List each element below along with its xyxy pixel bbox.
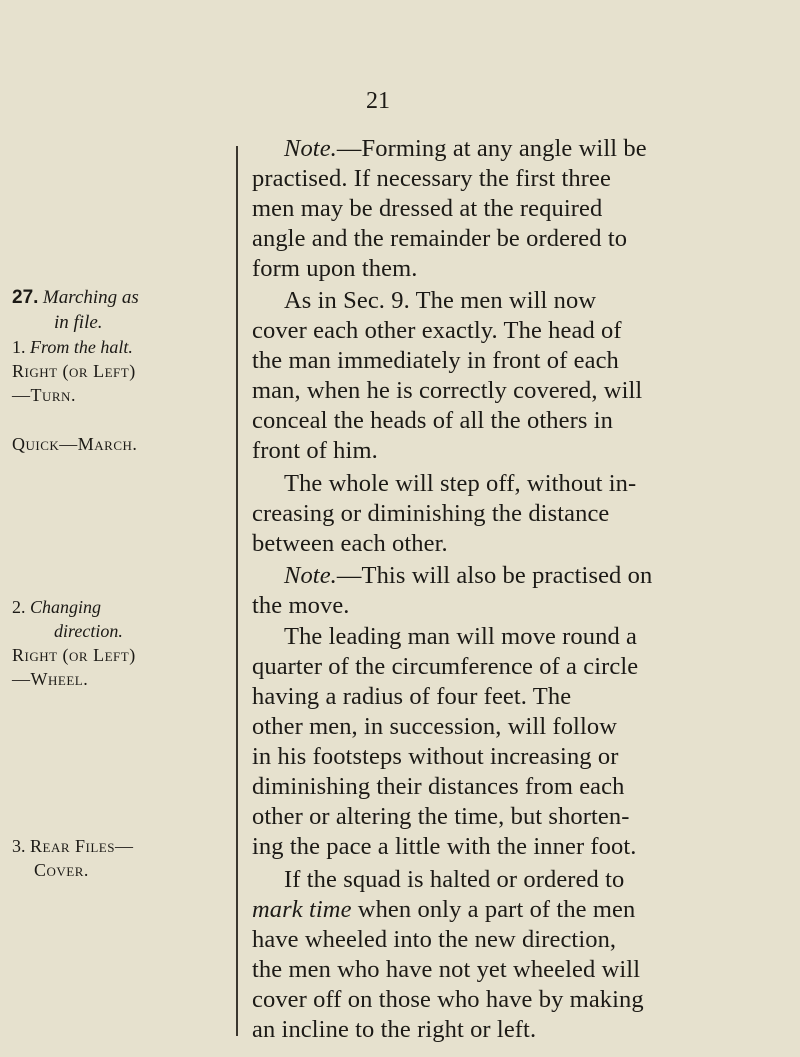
margin-note-quick-march bbox=[12, 432, 238, 456]
margin-rule bbox=[236, 146, 238, 1036]
paragraph-line: the move. bbox=[252, 592, 350, 619]
margin-note-command-cont: Cover. bbox=[34, 860, 89, 880]
margin-note-subnumber: 1. bbox=[12, 337, 26, 357]
paragraph-line: As in Sec. 9. The men will now bbox=[284, 287, 597, 314]
paragraph-line: creasing or diminishing the distance bbox=[252, 500, 610, 527]
margin-note-command: Right (or Left) bbox=[12, 361, 136, 381]
paragraph-line: If the squad is halted or ordered to bbox=[284, 866, 625, 893]
margin-note-subtitle: From the halt. bbox=[30, 337, 133, 357]
margin-note-command: Quick—March. bbox=[12, 434, 138, 454]
paragraph-line: angle and the remainder be ordered to bbox=[252, 225, 628, 252]
margin-note-27 bbox=[12, 285, 238, 407]
paragraph-line: cover off on those who have by making bbox=[252, 986, 644, 1013]
margin-note-number: 27. bbox=[12, 287, 39, 308]
page-number: 21 bbox=[366, 88, 390, 114]
margin-note-command: Right (or Left) bbox=[12, 645, 136, 665]
paragraph-line: quarter of the circumference of a circle bbox=[252, 653, 639, 680]
paragraph-line: having a radius of four feet. The bbox=[252, 683, 572, 710]
paragraph-line: have wheeled into the new direction, bbox=[252, 926, 617, 953]
margin-note-title: Changing bbox=[30, 597, 102, 617]
paragraph-line: The leading man will move round a bbox=[284, 623, 638, 650]
paragraph-note-move bbox=[252, 561, 792, 621]
paragraph-line: man, when he is correctly covered, will bbox=[252, 377, 643, 404]
paragraph-line: —Forming at any angle will be bbox=[336, 135, 647, 162]
paragraph-line: the men who have not yet wheeled will bbox=[252, 956, 641, 983]
paragraph-line: —This will also be practised on bbox=[336, 562, 653, 589]
paragraph-line: in his footsteps without increasing or bbox=[252, 743, 619, 770]
paragraph-line: other men, in succession, will follow bbox=[252, 713, 618, 740]
paragraph-line: when only a part of the men bbox=[351, 896, 636, 923]
margin-note-3 bbox=[12, 834, 238, 882]
paragraph-squad-halted bbox=[252, 865, 792, 1045]
paragraph-line: The whole will step off, without in- bbox=[284, 470, 637, 497]
paragraph-line: an incline to the right or left. bbox=[252, 1016, 537, 1043]
mark-time-emphasis: mark time bbox=[252, 896, 352, 923]
margin-note-command-cont: —Wheel. bbox=[12, 669, 89, 689]
margin-note-number: 3. bbox=[12, 836, 26, 856]
paragraph-line: conceal the heads of all the others in bbox=[252, 407, 613, 434]
paragraph-line: practised. If necessary the first three bbox=[252, 165, 611, 192]
margin-note-title: Marching as bbox=[42, 287, 139, 308]
paragraph-leading-man bbox=[252, 622, 792, 862]
paragraph-line: the man immediately in front of each bbox=[252, 347, 619, 374]
paragraph-line: men may be dressed at the required bbox=[252, 195, 603, 222]
paragraph-cover bbox=[252, 286, 792, 466]
margin-note-title-cont: direction. bbox=[54, 621, 123, 641]
paragraph-line: cover each other exactly. The head of bbox=[252, 317, 622, 344]
paragraph-line: diminishing their distances from each bbox=[252, 773, 625, 800]
paragraph-note-forming bbox=[252, 134, 792, 284]
margin-note-command: Rear Files— bbox=[30, 836, 134, 856]
margin-note-2 bbox=[12, 595, 238, 691]
paragraph-line: front of him. bbox=[252, 437, 378, 464]
paragraph-line: other or altering the time, but shorten- bbox=[252, 803, 630, 830]
paragraph-step-off bbox=[252, 469, 792, 559]
note-label: Note. bbox=[284, 562, 337, 589]
paragraph-line: form upon them. bbox=[252, 255, 418, 282]
paragraph-line: ing the pace a little with the inner foot. bbox=[252, 833, 637, 860]
margin-note-number: 2. bbox=[12, 597, 26, 617]
paragraph-line: between each other. bbox=[252, 530, 448, 557]
margin-note-title-cont: in file. bbox=[54, 312, 103, 333]
margin-note-command-cont: —Turn. bbox=[12, 385, 76, 405]
note-label: Note. bbox=[284, 135, 337, 162]
